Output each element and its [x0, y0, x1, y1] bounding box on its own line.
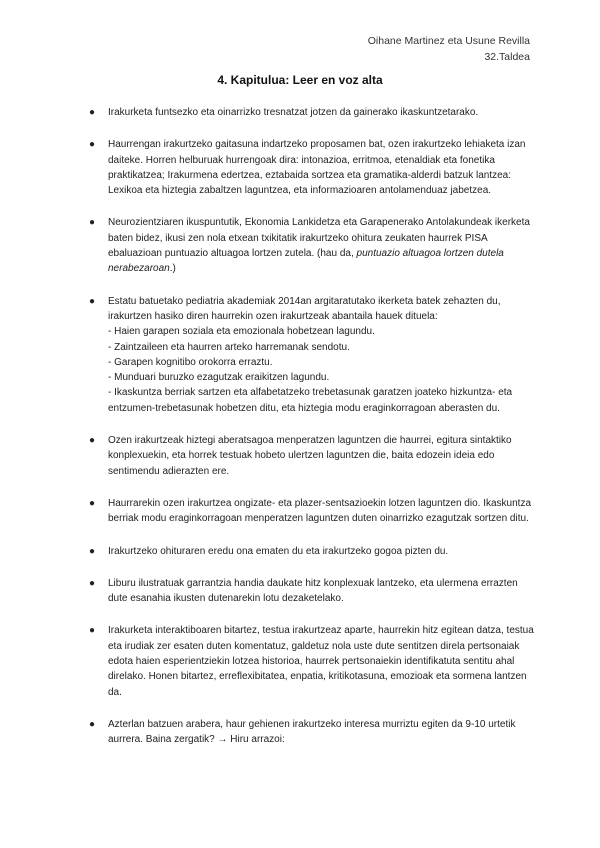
list-item-text: Azterlan batzuen arabera, haur gehienen irakurtzeko interesa murriztu egiten da 9-10 urtetik aurrera. Baina zergatik? → Hiru arrazoi: [108, 718, 516, 746]
list-item [89, 105, 534, 120]
bullet-icon: ● [89, 295, 96, 307]
list-item-text-italic: puntuazio altuagoa lortzen dutela nerabezaroan [108, 248, 504, 275]
bullet-icon: ● [89, 577, 96, 589]
sub-item: - Munduari buruzko ezagutzak eraikitzen lagundu. [108, 372, 330, 384]
bullet-icon: ● [89, 435, 96, 447]
bullet-icon: ● [89, 545, 96, 557]
header-group: 32.Taldea [484, 51, 530, 63]
list-item-text: Irakurketa interaktiboaren bitartez, testua irakurtzeaz aparte, haurrekin hitz egitean datza, testua eta irudiak zer esaten duten komentatuz, galdetuz nola uste dute sentitzen direla pertsonaiak edota haien esperientziekin lotzea historioa, haurrek pertsonaiekin identifikatuta sentitu ahal direlako. Honen bitartez, erreflexibitatea, enpatia, kritikotasuna, emozioak eta sormena lantzen da. [108, 625, 534, 698]
bullet-icon: ● [89, 107, 96, 118]
list-item [89, 576, 534, 607]
list-item-text-after: .) [169, 263, 176, 275]
list-item-text: Irakurtzeko ohituraren eredu ona ematen du eta irakurtzeko gogoa pizten du. [108, 545, 449, 557]
list-item [89, 717, 534, 748]
bullet-list [89, 105, 534, 765]
list-item [89, 294, 534, 416]
chapter-title: 4. Kapitulua: Leer en voz alta [217, 73, 383, 87]
sub-item: - Garapen kognitibo orokorra erraztu. [108, 356, 273, 368]
list-item [89, 433, 534, 479]
list-item-text: Liburu ilustratuak garrantzia handia daukate hitz konplexuak lantzeko, eta ulermena errazten dute esanahia ikusten dutenarekin lotu dezaketelako. [108, 577, 518, 605]
list-item [89, 544, 534, 559]
list-item [89, 623, 534, 699]
list-item-text [108, 215, 534, 276]
list-item-text: Ozen irakurtzeak hiztegi aberatsagoa menperatzen laguntzen die haurrei, egitura sintaktiko konplexuekin, eta horrek testuak hobeto ulertzen laguntzen die, baita edozein ideia edo sentimendu adierazten ere. [108, 435, 512, 477]
list-item [89, 496, 534, 527]
list-item-text: Haurrarekin ozen irakurtzea ongizate- eta plazer-sentsazioekin lotzen laguntzen dio. Ikaskuntza berriak modu eraginkorragoan menperatzen laguntzen duten oinarrizko ezagutzak sortzen ditu. [108, 497, 532, 525]
list-item-text: Estatu batuetako pediatria akademiak 2014an argitaratutako ikerketa batek zehazten du, irakurtzen hasiko diren haurrekin ozen irakurtzeak abantaila hauek dituela: [108, 295, 501, 322]
bullet-icon: ● [89, 139, 96, 151]
bullet-icon: ● [89, 718, 96, 730]
sub-item: - Zaintzaileen eta haurren arteko harremanak sendotu. [108, 341, 350, 353]
list-item-text: Haurrengan irakurtzeko gaitasuna indartzeko proposamen bat, ozen irakurtzeko lehiaketa izan daiteke. Horren helburuak hurrengoak dira: intonazioa, erritmoa, etenaldiak eta fonetika praktikatzea; Irakurmena edertzea, eztabaida sortzea eta gramatika-alderdi batzuk lantzea: Lexikoa eta hiztegia zabaltzen laguntzea, eta informazioaren antolamenduaz jabetzea. [108, 139, 526, 197]
bullet-icon: ● [89, 217, 96, 229]
list-item [89, 215, 534, 276]
sub-item: - Haien garapen soziala eta emozionala hobetzean lagundu. [108, 326, 375, 338]
bullet-icon: ● [89, 497, 96, 509]
list-item-text: Irakurketa funtsezko eta oinarrizko tresnatzat jotzen da gainerako ikaskuntzetarako. [108, 107, 479, 118]
page-header [368, 33, 530, 65]
sub-item: - Ikaskuntza berriak sartzen eta alfabetatzeko trebetasunak garatzen joateko hizkuntza- eta entzumen-trebetasunak hobetzen ditu, eta hiztegia modu eraginkorragoan aberasten du. [108, 387, 513, 414]
list-item-text-main: Neurozientziaren ikuspuntutik, Ekonomia Lankidetza eta Garapenerako Antolakundeak ikerketa baten bidez, ikusi zen nola etxean txikitatik irakurtzeko ohitura zeukaten haurrek PISA ebaluazioan puntuazio altuagoa lortzen zutela. (hau da, [108, 217, 530, 260]
header-authors: Oihane Martinez eta Usune Revilla [367, 35, 530, 47]
list-item [89, 137, 534, 198]
bullet-icon: ● [89, 625, 96, 637]
